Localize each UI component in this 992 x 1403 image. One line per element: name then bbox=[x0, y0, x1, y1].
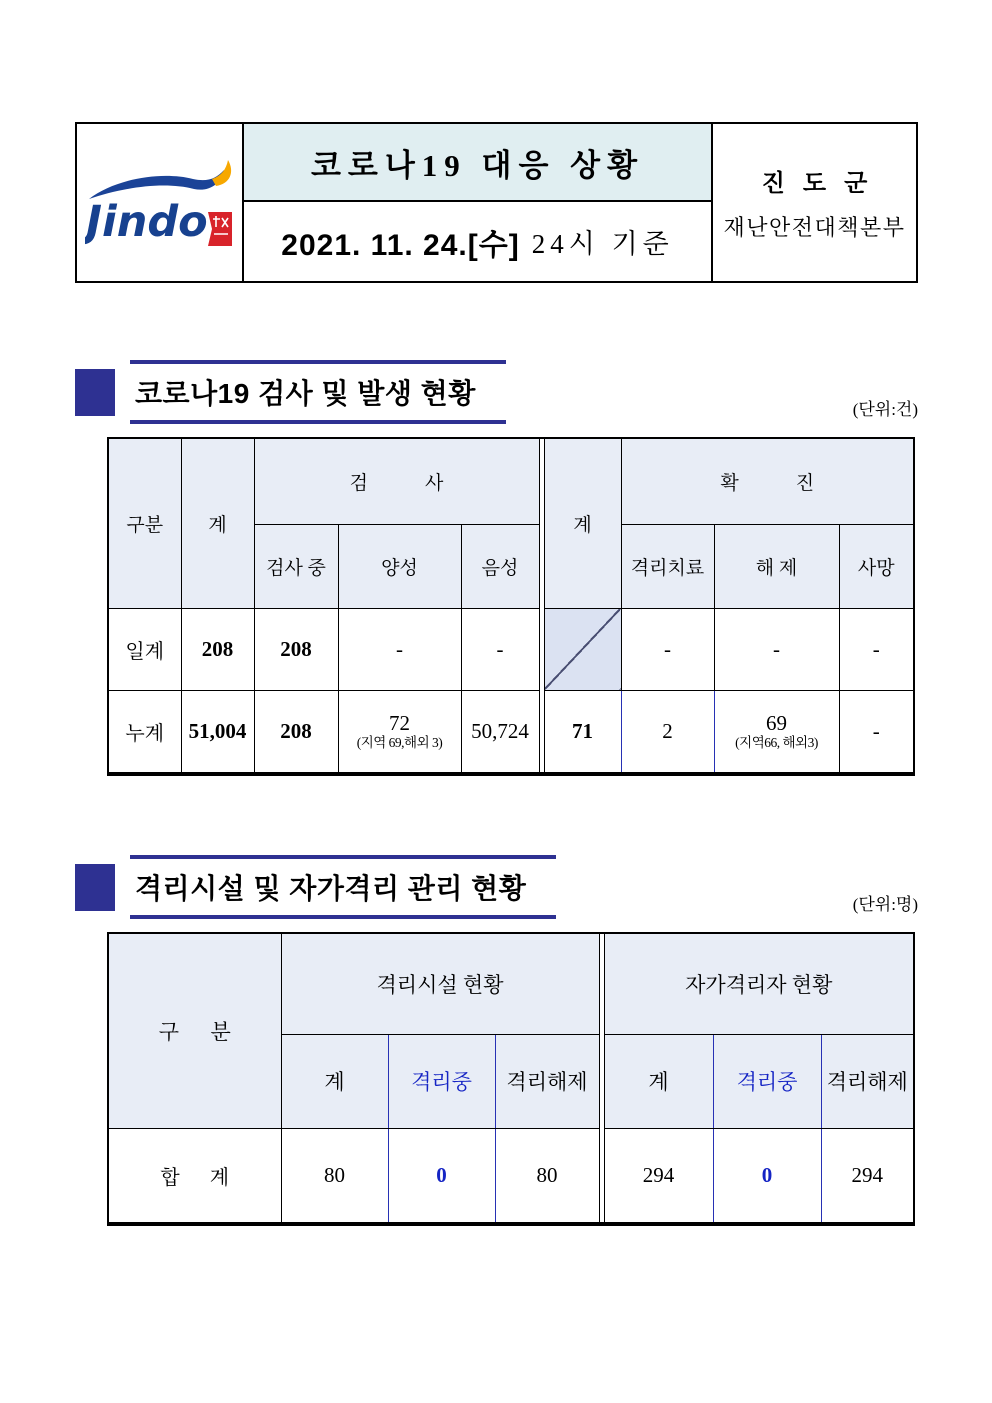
section2-title: 격리시설 및 자가격리 관리 현황 bbox=[130, 855, 556, 919]
t1-daily-positive: - bbox=[338, 608, 461, 690]
t1-header-test-group: 검 사 bbox=[254, 438, 539, 524]
report-title: 코로나19 대응 상황 bbox=[244, 124, 711, 202]
t1-daily-release: - bbox=[714, 608, 839, 690]
t1-header-positive: 양성 bbox=[338, 524, 461, 608]
t1-diagonal-slash-cell bbox=[544, 608, 621, 690]
report-date: 2021. 11. 24.[수] bbox=[281, 228, 520, 262]
t1-daily-care: - bbox=[621, 608, 714, 690]
organization-cell bbox=[713, 124, 916, 281]
t1-cum-release-value: 69 bbox=[766, 710, 787, 735]
t1-header-care: 격리치료 bbox=[621, 524, 714, 608]
t1-row-cumulative-label: 누계 bbox=[108, 690, 181, 774]
section2-heading bbox=[75, 855, 918, 919]
t2-header-self-inquarantine: 격리중 bbox=[713, 1034, 821, 1128]
logo-wave-icon bbox=[89, 170, 224, 199]
report-date-basis: 24시 기준 bbox=[531, 229, 674, 259]
t2-header-facility-inquarantine: 격리중 bbox=[388, 1034, 495, 1128]
t2-header-self-total: 계 bbox=[604, 1034, 713, 1128]
t1-cum-positive-value: 72 bbox=[389, 710, 410, 735]
header-middle bbox=[244, 124, 713, 281]
section2-bullet-square bbox=[75, 864, 115, 911]
t1-header-release: 해 제 bbox=[714, 524, 839, 608]
t2-header-facility-total: 계 bbox=[281, 1034, 388, 1128]
t1-header-death: 사망 bbox=[839, 524, 914, 608]
t1-header-gubun: 구분 bbox=[108, 438, 181, 608]
section2-unit-label: (단위:명) bbox=[852, 895, 918, 914]
org-department: 재난안전대책본부 bbox=[723, 215, 906, 240]
t1-header-negative: 음성 bbox=[461, 524, 539, 608]
t1-daily-death: - bbox=[839, 608, 914, 690]
test-status-table bbox=[107, 437, 915, 776]
t1-cum-positive bbox=[338, 690, 461, 774]
t1-header-total2: 계 bbox=[544, 438, 621, 608]
quarantine-status-table bbox=[107, 932, 915, 1226]
t1-row-daily-label: 일계 bbox=[108, 608, 181, 690]
t2-header-self-group: 자가격리자 현황 bbox=[604, 933, 914, 1034]
t2-header-facility-released: 격리해제 bbox=[495, 1034, 599, 1128]
t1-cum-release bbox=[714, 690, 839, 774]
t2-header-self-released: 격리해제 bbox=[821, 1034, 914, 1128]
t2-header-facility-group: 격리시설 현황 bbox=[281, 933, 599, 1034]
t1-cum-total: 51,004 bbox=[181, 690, 254, 774]
jindo-logo bbox=[85, 157, 235, 249]
t1-cum-negative: 50,724 bbox=[461, 690, 539, 774]
report-date-row bbox=[244, 202, 711, 281]
section1-title: 코로나19 검사 및 발생 현황 bbox=[130, 360, 506, 424]
t2-self-released: 294 bbox=[821, 1128, 914, 1224]
t1-daily-testing: 208 bbox=[254, 608, 338, 690]
t1-daily-total: 208 bbox=[181, 608, 254, 690]
t1-cum-total2: 71 bbox=[544, 690, 621, 774]
t1-header-confirmed-group: 확 진 bbox=[621, 438, 914, 524]
org-name: 진 도 군 bbox=[761, 171, 868, 197]
t2-self-total: 294 bbox=[604, 1128, 713, 1224]
t2-facility-inquarantine: 0 bbox=[388, 1128, 495, 1224]
t1-daily-negative: - bbox=[461, 608, 539, 690]
t2-facility-total: 80 bbox=[281, 1128, 388, 1224]
t1-cum-death: - bbox=[839, 690, 914, 774]
t1-cum-positive-note: (지역 69,해외 3) bbox=[356, 735, 443, 751]
t2-row-total-label: 합 계 bbox=[108, 1128, 281, 1224]
t2-self-inquarantine: 0 bbox=[713, 1128, 821, 1224]
section1-bullet-square bbox=[75, 369, 115, 416]
t2-facility-released: 80 bbox=[495, 1128, 599, 1224]
t1-cum-release-note: (지역66, 해외3) bbox=[735, 735, 818, 751]
logo-wordmark: Jindo bbox=[85, 196, 208, 247]
section1-heading bbox=[75, 360, 918, 424]
section1-unit-label: (단위:건) bbox=[852, 400, 918, 419]
t1-header-total: 계 bbox=[181, 438, 254, 608]
t2-header-gubun: 구 분 bbox=[108, 933, 281, 1128]
logo-cell bbox=[77, 124, 244, 281]
t1-header-testing: 검사 중 bbox=[254, 524, 338, 608]
t1-cum-care: 2 bbox=[621, 690, 714, 774]
document-header bbox=[75, 122, 918, 283]
t1-cum-testing: 208 bbox=[254, 690, 338, 774]
logo-red-seal-icon bbox=[208, 212, 232, 246]
